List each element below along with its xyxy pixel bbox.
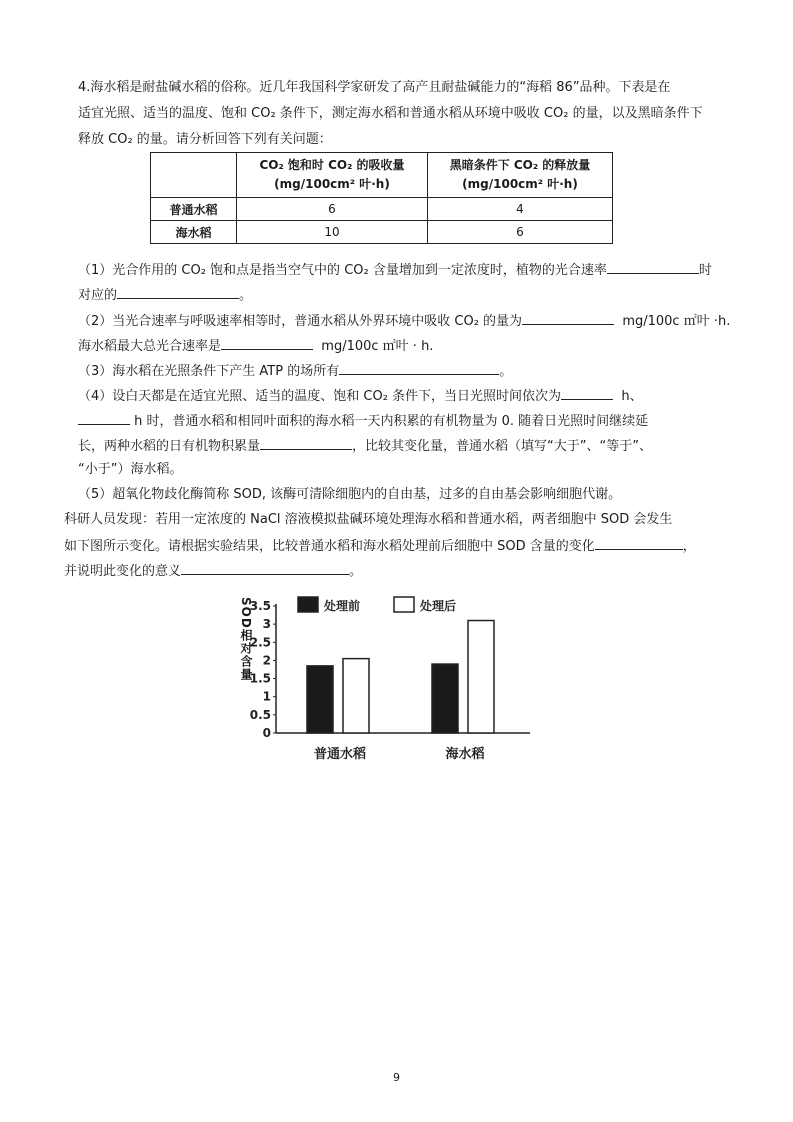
bar: [468, 621, 494, 733]
q1-text-d: 。: [239, 288, 253, 303]
chart-ylabel: SOD相对含量: [239, 597, 253, 681]
table-header-absorb: [237, 153, 428, 198]
q3-line: [78, 360, 512, 382]
q1-line-1: [78, 259, 712, 281]
q2-line-2: [78, 335, 433, 357]
q4-line-3: [78, 435, 652, 457]
bar: [432, 664, 458, 733]
q4-text-f: “小于”）海水稻。: [78, 462, 183, 477]
q2-text-a: （2）当光合速率与呼吸速率相等时，普通水稻从外界环境中吸收 CO₂ 的量为: [78, 314, 523, 329]
row-absorb: 6: [237, 198, 428, 221]
q5-text-c: 如下图所示变化。请根据实验结果，比较普通水稻和海水稻处理前后细胞中 SOD 含量的变化: [64, 539, 595, 554]
answer-blank[interactable]: [607, 259, 699, 274]
q3-text-a: （3）海水稻在光照条件下产生 ATP 的场所有: [78, 364, 340, 379]
header-release-unit: (mg/100cm² 叶·h): [462, 177, 578, 191]
q4-text-e: ，比较其变化量，普通水稻（填写“大于”、“等于”、: [352, 439, 652, 454]
q5-text-a: （5）超氧化物歧化酶简称 SOD, 该酶可清除细胞内的自由基，过多的自由基会影响细胞代谢。: [78, 487, 622, 502]
answer-blank[interactable]: [260, 435, 352, 450]
answer-blank[interactable]: [561, 385, 613, 400]
q1-line-2: [78, 284, 252, 306]
answer-blank[interactable]: [117, 284, 239, 299]
y-tick-label: 3.5: [249, 599, 271, 613]
answer-blank[interactable]: [522, 310, 614, 325]
legend-swatch: [394, 597, 414, 612]
y-tick-label: 3: [262, 617, 271, 632]
q5-text-f: 。: [349, 564, 363, 579]
q5-text-e: 并说明此变化的意义: [64, 564, 182, 579]
table-header-release: [428, 153, 613, 198]
header-release-text: 黑暗条件下 CO₂ 的释放量: [449, 158, 591, 172]
row-name: 海水稻: [151, 221, 237, 244]
q5-line-1: [78, 485, 621, 505]
data-table: [150, 152, 613, 244]
q1-text-a: （1）光合作用的 CO₂ 饱和点是指当空气中的 CO₂ 含量增加到一定浓度时，植物的光合速率: [78, 263, 607, 278]
intro-line-3: 释放 CO₂ 的量。请分析回答下列有关问题：: [78, 132, 332, 147]
y-tick-label: 1: [262, 689, 271, 704]
legend-label: 处理后: [420, 599, 457, 613]
q1-text-b: 时: [698, 263, 712, 278]
y-tick-label: 1.5: [249, 671, 271, 686]
answer-blank[interactable]: [595, 535, 683, 550]
intro-line-1: 4.海水稻是耐盐碱水稻的俗称。近几年我国科学家研发了高产且耐盐碱能力的“海稻 86”品种。下表是在: [78, 80, 671, 95]
bar: [307, 666, 333, 733]
page-number: 9: [393, 1071, 400, 1084]
q5-line-2: [64, 510, 672, 530]
row-absorb: 10: [237, 221, 428, 244]
q2-text-d: mg/100c ㎡叶 · h.: [321, 339, 434, 354]
intro-line-2: 适宜光照、适当的温度、饱和 CO₂ 条件下，测定海水稻和普通水稻从环境中吸收 CO₂ 的量，以及黑暗条件下: [78, 106, 703, 121]
y-tick-label: 0: [262, 726, 271, 740]
q4-text-d: 长，两种水稻的日有机物积累量: [78, 439, 261, 454]
y-tick-label: 2: [262, 653, 271, 668]
header-absorb-unit: (mg/100cm² 叶·h): [274, 177, 390, 191]
table-row: [151, 198, 613, 221]
q1-text-c: 对应的: [78, 288, 118, 303]
q5-text-b: 科研人员发现：若用一定浓度的 NaCl 溶液模拟盐碱环境处理海水稻和普通水稻，两者细胞中 SOD 会发生: [64, 512, 673, 527]
legend-swatch: [298, 597, 318, 612]
q4-text-b: h、: [621, 389, 643, 404]
row-release: 6: [428, 221, 613, 244]
table-corner: [151, 153, 237, 198]
legend-label: 处理前: [324, 599, 361, 613]
q5-line-4: [64, 560, 362, 582]
y-tick-label: 0.5: [249, 707, 271, 722]
q4-text-a: （4）设白天都是在适宜光照、适当的温度、饱和 CO₂ 条件下，当日光照时间依次为: [78, 389, 562, 404]
q4-line-1: [78, 385, 643, 407]
q4-text-c: h 时，普通水稻和相同叶面积的海水稻一天内积累的有机物量为 0. 随着日光照时间继续延: [134, 414, 649, 429]
x-category-label: 普通水稻: [313, 747, 367, 762]
bar: [343, 659, 369, 733]
answer-blank[interactable]: [78, 410, 130, 425]
q2-text-b: mg/100c ㎡叶 ·h.: [622, 314, 731, 329]
q4-line-2: [78, 410, 648, 432]
y-tick-label: 2.5: [249, 635, 271, 650]
answer-blank[interactable]: [339, 360, 499, 375]
row-name: 普通水稻: [151, 198, 237, 221]
x-category-label: 海水稻: [445, 747, 485, 762]
q3-text-b: 。: [499, 364, 513, 379]
q5-text-d: ，: [682, 539, 696, 554]
row-release: 4: [428, 198, 613, 221]
answer-blank[interactable]: [181, 560, 349, 575]
q2-line-1: [78, 310, 730, 332]
answer-blank[interactable]: [221, 335, 313, 350]
table-row: [151, 221, 613, 244]
q5-line-3: [64, 535, 696, 557]
q4-line-4: [78, 460, 182, 480]
header-absorb-text: CO₂ 饱和时 CO₂ 的吸收量: [259, 158, 405, 172]
q2-text-c: 海水稻最大总光合速率是: [78, 339, 222, 354]
